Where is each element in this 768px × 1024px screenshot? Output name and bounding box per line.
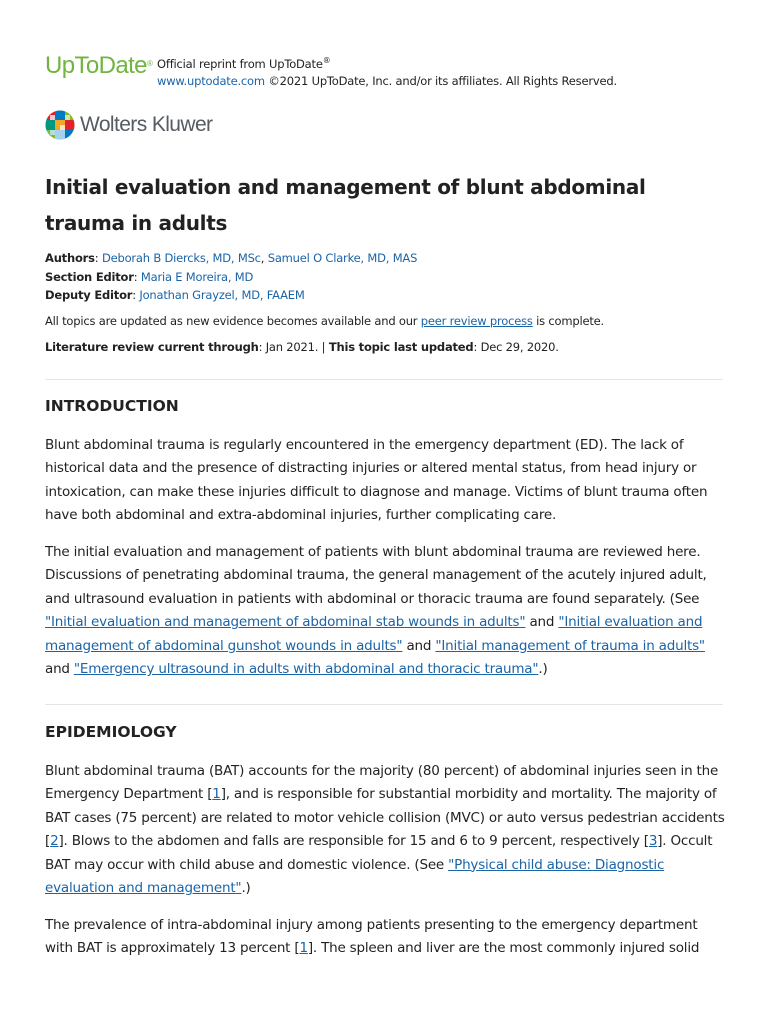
reprint-notice <box>157 52 617 90</box>
reference-link[interactable]: 3 <box>648 833 658 850</box>
authors-label: Authors <box>45 251 95 265</box>
uptodate-site-link[interactable]: www.uptodate.com <box>157 73 265 88</box>
lit-review-label: Literature review current through <box>45 340 259 354</box>
conjunction-text: and <box>45 661 74 678</box>
update-note-end: is complete. <box>532 314 604 328</box>
section-editor-line: Section Editor: Maria E Moreira, MD <box>45 269 254 284</box>
section-editor-label: Section Editor <box>45 269 134 284</box>
epi-p1-text: ]. Occult BAT may occur with child abuse and domestic violence. (See <box>45 833 713 873</box>
epi-p1-text: ], and is responsible for substantial morbidity and mortality. The majority of BAT cases (75 percent) are related to motor vehicle collision (MVC) or auto versus pedestrian accidents [ <box>45 786 725 850</box>
reference-link[interactable]: 2 <box>50 833 59 850</box>
wolters-kluwer-wordmark: Wolters Kluwer <box>80 113 213 136</box>
conjunction-text: and <box>402 637 436 654</box>
section-heading-epidemiology: EPIDEMIOLOGY <box>45 723 177 741</box>
last-updated-value: : Dec 29, 2020. <box>473 340 559 354</box>
lit-review-value: : Jan 2021. | <box>258 340 329 354</box>
closing-text: .) <box>538 661 548 678</box>
divider <box>45 379 723 380</box>
update-note <box>45 312 604 330</box>
section-heading-introduction: INTRODUCTION <box>45 397 179 415</box>
stab-wounds-topic-link[interactable]: "Initial evaluation and management of abdominal stab wounds in adults" <box>45 614 526 631</box>
closing-text: .) <box>241 880 251 897</box>
reference-link[interactable]: 1 <box>212 786 221 803</box>
epi-p1-text: ]. Blows to the abdomen and falls are responsible for 15 and 6 to 9 percent, respectively [ <box>58 833 649 850</box>
epidemiology-paragraph-2 <box>45 914 725 961</box>
article-title: Initial evaluation and management of blunt abdominal trauma in adults <box>45 175 646 235</box>
reprint-header <box>45 50 723 90</box>
author-link[interactable]: Deborah B Diercks, MD, MSc <box>101 251 261 265</box>
wolters-kluwer-mosaic-icon <box>45 110 75 140</box>
emergency-ultrasound-topic-link[interactable]: "Emergency ultrasound in adults with abdominal and thoracic trauma" <box>73 661 539 678</box>
gunshot-wounds-topic-link[interactable]: "Initial evaluation and management of abdominal gunshot wounds in adults" <box>45 614 703 654</box>
article-credits <box>45 249 417 305</box>
intro-p2-text: The initial evaluation and management of patients with blunt abdominal trauma are reviewed here. Discussions of penetrating abdominal trauma, the general management of the acutely injured adult, and ultrasound evaluation in patients with abdominal or thoracic trauma are found separately. (See <box>45 544 707 607</box>
trauma-management-topic-link[interactable]: "Initial management of trauma in adults" <box>435 637 705 654</box>
last-updated-label: This topic last updated <box>328 340 474 354</box>
deputy-editor-link[interactable]: Jonathan Grayzel, MD, FAAEM <box>139 288 305 302</box>
child-abuse-topic-link[interactable]: "Physical child abuse: Diagnostic evaluation and management" <box>45 856 665 897</box>
intro-paragraph-2 <box>45 541 725 681</box>
intro-paragraph-1: Blunt abdominal trauma is regularly encountered in the emergency department (ED). The lack of historical data and the presence of distracting injuries or altered mental status, from head injury or intoxication, can make these injuries difficult to diagnose and manage. Victims of blunt trauma often have both abdominal and extra-abdominal injuries, further complicating care. <box>45 437 708 524</box>
conjunction-text: and <box>525 614 559 631</box>
deputy-editor-label: Deputy Editor <box>45 288 133 302</box>
epi-p2-text: The prevalence of intra-abdominal injury among patients presenting to the emergency department with BAT is approximately 13 percent [ <box>45 917 698 957</box>
epi-p2-text: ]. The spleen and liver are the most commonly injured solid <box>307 940 700 957</box>
copyright-text: ©2021 UpToDate, Inc. and/or its affiliates. All Rights Reserved. <box>268 73 617 88</box>
epidemiology-paragraph-1 <box>45 760 725 900</box>
review-dates <box>45 338 559 356</box>
reprint-registered-mark: ® <box>322 56 331 65</box>
registered-mark: ® <box>146 59 153 68</box>
update-note-text: All topics are updated as new evidence becomes available and our <box>45 314 421 328</box>
reprint-text: Official reprint from UpToDate <box>157 56 323 71</box>
copyright-line <box>157 73 617 90</box>
uptodate-logo[interactable] <box>45 52 153 80</box>
section-editor-link[interactable]: Maria E Moreira, MD <box>140 269 254 284</box>
uptodate-logo-text: UpToDate <box>45 52 147 79</box>
authors-line: Authors: Deborah B Diercks, MD, MSc, Samuel O Clarke, MD, MAS <box>45 251 418 265</box>
deputy-editor-line: Deputy Editor: Jonathan Grayzel, MD, FAAEM <box>45 288 305 302</box>
epi-p1-text: Blunt abdominal trauma (BAT) accounts for the majority (80 percent) of abdominal injuries seen in the Emergency Department [ <box>45 763 719 803</box>
author-link[interactable]: Samuel O Clarke, MD, MAS <box>267 251 418 265</box>
reference-link[interactable]: 1 <box>299 940 308 957</box>
peer-review-link[interactable]: peer review process <box>420 314 533 328</box>
reprint-line <box>157 57 331 71</box>
divider <box>45 704 723 705</box>
